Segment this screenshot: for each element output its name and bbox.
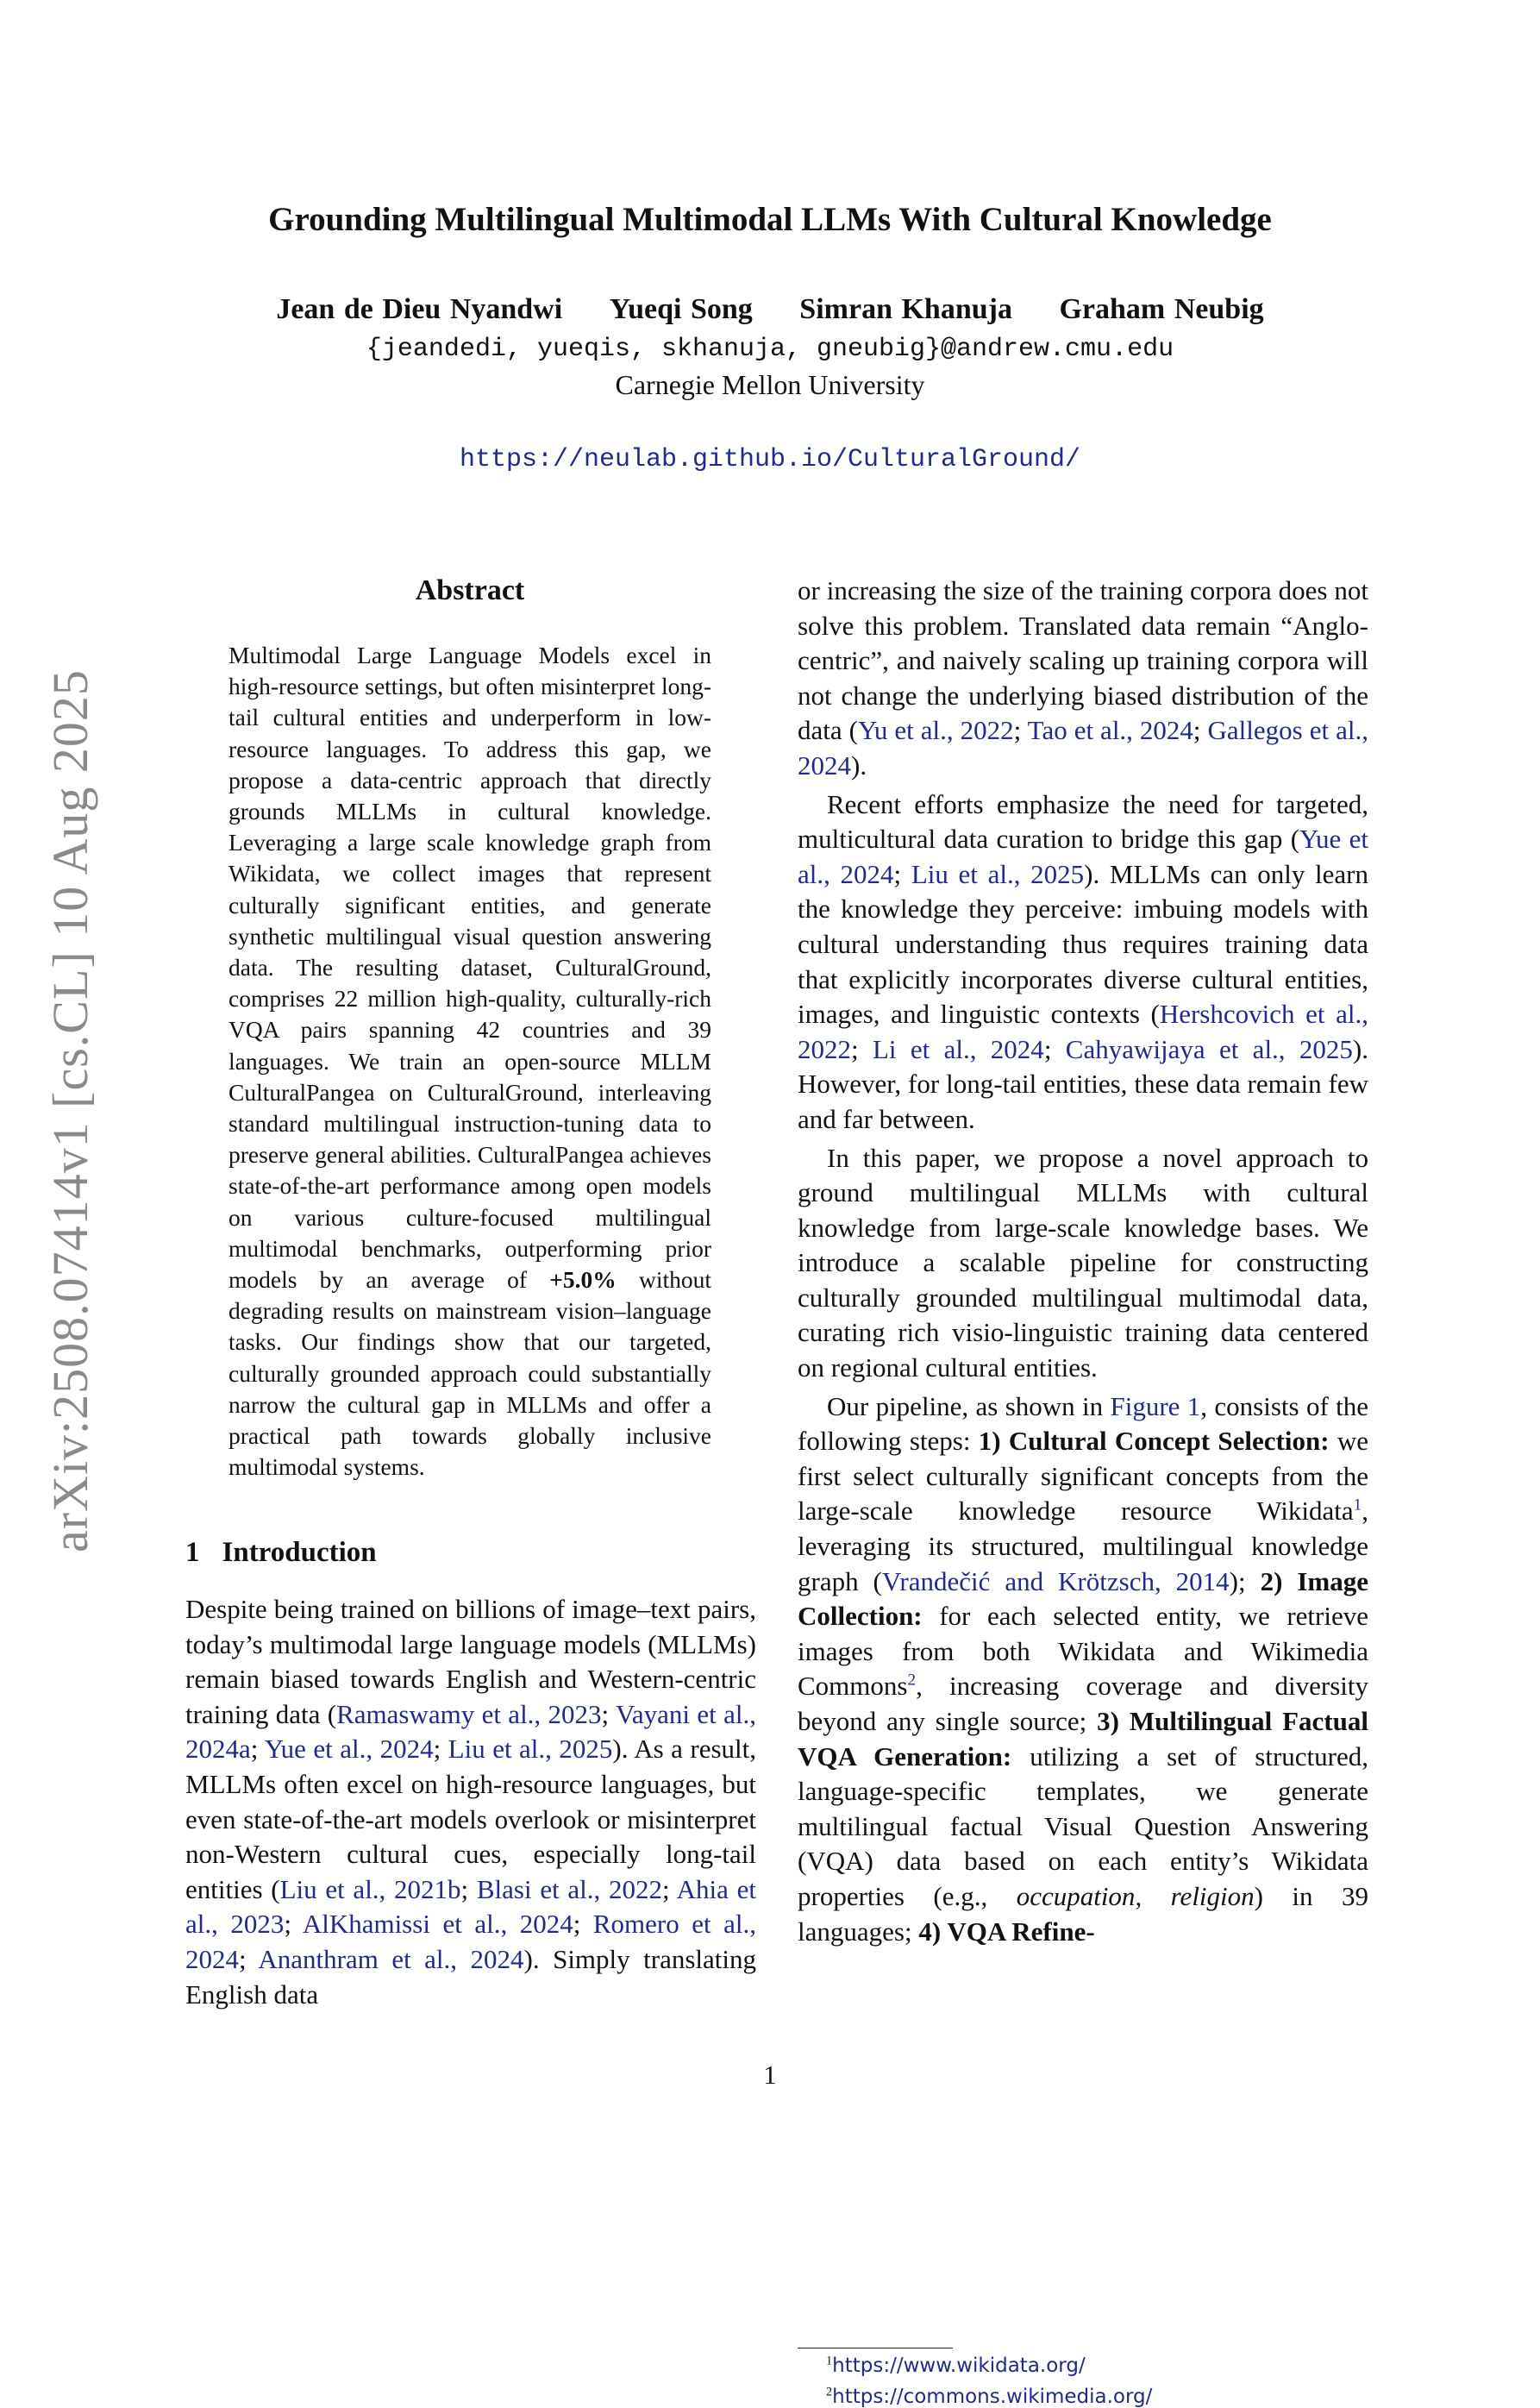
abstract-heading: Abstract	[415, 574, 525, 606]
left-column-body	[185, 1592, 756, 2012]
intro-paragraph-1	[185, 1592, 756, 2012]
author-name: Jean de Dieu Nyandwi	[276, 293, 563, 325]
citation-link[interactable]: AlKhamissi et al., 2024	[302, 1909, 573, 1940]
text-run: ). However, for long-tail entities, these data remain few and far between.	[798, 1033, 1368, 1134]
italic-term: religion	[1170, 1880, 1255, 1911]
text-run: , leveraging its structured, multilingual knowledge graph (	[798, 1496, 1368, 1596]
italic-term: occupation	[1016, 1880, 1136, 1911]
text-run: ;	[851, 1033, 873, 1064]
citation-link[interactable]: Hershcovich et al., 2022	[798, 999, 1368, 1064]
footnote-marker-link[interactable]: 1	[1353, 1496, 1362, 1515]
citation-link[interactable]: Gallegos et al., 2024	[798, 715, 1368, 781]
intro-paragraph-1-continued	[798, 574, 1368, 784]
step-label: 1) Cultural Concept Selection:	[978, 1426, 1330, 1457]
arxiv-identifier-stamp: arXiv:2508.07414v1 [cs.CL] 10 Aug 2025	[42, 669, 98, 1552]
citation-link[interactable]: Vayani et al., 2024a	[185, 1698, 756, 1765]
text-run: utilizing a set of structured, language-specific templates, we generate multilingual factual Visual Question Answering (VQA) data based on each entity’s Wikidata properties (e.g.,	[798, 1740, 1368, 1911]
step-label: 4) VQA Refine-	[918, 1916, 1095, 1947]
text-run: ;	[601, 1698, 616, 1729]
text-run: ;	[662, 1873, 677, 1904]
section-heading-introduction	[185, 1537, 377, 1569]
citation-link[interactable]: Yue et al., 2024	[264, 1734, 434, 1765]
citation-link[interactable]: Ananthram et al., 2024	[258, 1943, 524, 1974]
text-run: );	[1229, 1565, 1261, 1596]
text-run: ;	[284, 1909, 303, 1940]
text-run: ;	[460, 1873, 477, 1904]
paper-title: Grounding Multilingual Multimodal LLMs With Cultural Knowledge	[268, 201, 1272, 238]
citation-link[interactable]: Yue et al., 2024	[798, 824, 1368, 889]
author-name: Graham Neubig	[1059, 293, 1264, 325]
text-run: we first select culturally significant concepts from the large-scale knowledge resource Wikidata	[798, 1426, 1368, 1527]
project-url-link[interactable]: https://neulab.github.io/CulturalGround/	[459, 445, 1081, 474]
citation-link[interactable]: Liu et al., 2025	[448, 1734, 613, 1765]
figure-reference-link[interactable]: Figure 1	[1110, 1390, 1201, 1421]
footnote-2	[826, 2386, 1152, 2408]
author-name: Simran Khanuja	[799, 293, 1012, 325]
text-run: ;	[433, 1734, 448, 1765]
citation-link[interactable]: Vrandečić and Krötzsch, 2014	[881, 1565, 1230, 1596]
text-run: for each selected entity, we retrieve images from both Wikidata and Wikimedia Commons	[798, 1601, 1368, 1702]
abstract-text: Multimodal Large Language Models excel in high-resource settings, but often misinterpret long-tail cultural entities and underperform in low-resource languages. To address this gap, we propose a data-centric approach that directly grounds MLLMs in cultural knowledge. Leveraging a large scale knowledge graph from Wikidata, we collect images that represent culturally significant entities, and generate synthetic multilingual visual question answering data. The resulting dataset, CulturalGround, comprises 22 million high-quality, culturally-rich VQA pairs spanning 42 countries and 39 languages. We train an open-source MLLM CulturalPangea on CulturalGround, interleaving standard multilingual instruction-tuning data to preserve general abilities. CulturalPangea achieves state-of-the-art performance among open models on various culture-focused multilingual multimodal benchmarks, outperforming prior models by an average of	[228, 642, 711, 1294]
citation-link[interactable]: Cahyawijaya et al., 2025	[1065, 1033, 1353, 1064]
text-run: ;	[250, 1734, 265, 1765]
text-run: Our pipeline, as shown in	[827, 1390, 1111, 1421]
author-emails: {jeandedi, yueqis, skhanuja, gneubig}@andrew.cmu.edu	[366, 335, 1174, 364]
page-number: 1	[763, 2060, 777, 2090]
abstract-text: without degrading results on mainstream vision–language tasks. Our findings show that our targeted, culturally grounded approach could substantially narrow the cultural gap in MLLMs and offer a practical path towards globally inclusive multimodal systems.	[228, 1266, 711, 1481]
text-run: Despite being trained on billions of image–text pairs, today’s multimodal large language models (MLLMs) remain biased towards English and Western-centric training data (	[185, 1594, 756, 1729]
text-run: ) in 39 languages;	[798, 1880, 1368, 1947]
text-run: , consists of the following steps:	[798, 1390, 1368, 1457]
footnote-mark: 1	[826, 2354, 833, 2368]
text-run: Recent efforts emphasize the need for targeted, multicultural data curation to bridge this gap (	[798, 788, 1368, 855]
citation-link[interactable]: Liu et al., 2021b	[279, 1873, 461, 1904]
section-title: Introduction	[222, 1537, 377, 1568]
step-label: 3) Multilingual Factual VQA Generation:	[798, 1706, 1368, 1772]
citation-link[interactable]: Ahia et al., 2023	[185, 1873, 756, 1940]
citation-link[interactable]: Blasi et al., 2022	[476, 1873, 663, 1904]
citation-link[interactable]: Romero et al., 2024	[185, 1909, 757, 1974]
text-run: ).	[851, 749, 867, 781]
text-run: ;	[1193, 715, 1208, 746]
text-run: ). Simply translating English data	[185, 1943, 756, 2010]
text-run: ). As a result, MLLMs often excel on high-resource languages, but even state-of-the-art models overlook or misinterpret non-Western cultural cues, especially long-tail entities (	[185, 1734, 756, 1904]
citation-link[interactable]: Yu et al., 2022	[857, 715, 1014, 746]
footnote-1	[826, 2355, 1086, 2377]
text-run: ,	[1135, 1880, 1171, 1911]
abstract-highlight: +5.0%	[549, 1266, 617, 1294]
step-label: 2) Image Collection:	[798, 1565, 1369, 1632]
text-run: ;	[1013, 715, 1028, 746]
text-run: , increasing coverage and diversity beyond any single source;	[798, 1671, 1368, 1736]
text-run: ). MLLMs can only learn the knowledge they perceive: imbuing models with cultural understanding thus requires training data that explicitly incorporates diverse cultural entities, images, and linguistic contexts (	[798, 858, 1369, 1030]
citation-link[interactable]: Li et al., 2024	[872, 1033, 1044, 1064]
footnote-marker-link[interactable]: 2	[907, 1671, 917, 1690]
right-column-body	[798, 574, 1368, 1949]
abstract-body	[228, 640, 711, 1483]
intro-paragraph-4	[798, 1389, 1368, 1950]
text-run: ;	[573, 1909, 593, 1940]
text-run: ;	[893, 858, 911, 889]
intro-paragraph-3: In this paper, we propose a novel approach to ground multilingual MLLMs with cultural knowledge from large-scale knowledge bases. We introduce a scalable pipeline for constructing culturally grounded multilingual multimodal data, curating rich visio-linguistic training data centered on regional cultural entities.	[798, 1142, 1368, 1383]
section-number: 1	[185, 1537, 200, 1568]
intro-paragraph-2	[798, 787, 1368, 1138]
footnote-url-link[interactable]: https://commons.wikimedia.org/	[832, 2386, 1153, 2408]
citation-link[interactable]: Ramaswamy et al., 2023	[336, 1698, 602, 1729]
footnote-mark: 2	[826, 2385, 833, 2399]
citation-link[interactable]: Liu et al., 2025	[911, 858, 1085, 889]
affiliation: Carnegie Mellon University	[615, 369, 925, 400]
text-run: or increasing the size of the training corpora does not solve this problem. Translated data remain “Anglo-centric”, and naively scaling up training corpora will not change the underlying biased distribution of the data (	[798, 575, 1368, 746]
text-run: ;	[239, 1943, 259, 1974]
text-run: ;	[1043, 1033, 1066, 1064]
footnote-url-link[interactable]: https://www.wikidata.org/	[832, 2355, 1086, 2377]
author-name: Yueqi Song	[609, 293, 753, 325]
citation-link[interactable]: Tao et al., 2024	[1027, 715, 1193, 746]
author-list	[0, 293, 1540, 326]
